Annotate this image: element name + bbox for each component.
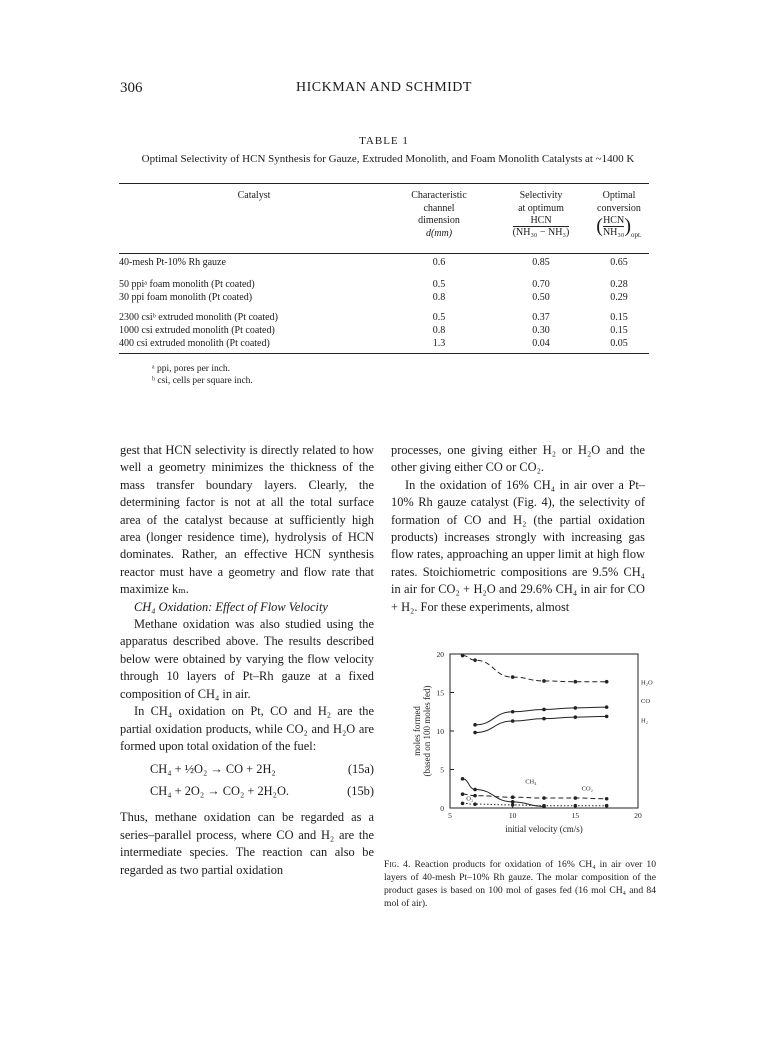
table-cell-conversion: 0.28 [610,279,628,290]
table-cell-dimension: 0.6 [432,257,446,268]
series-line [475,707,607,725]
y-tick-label: 5 [440,765,444,775]
data-point [605,804,609,808]
page-number: 306 [120,80,143,96]
x-tick-label: 5 [448,811,452,820]
series-label: CO₂ [581,785,593,793]
equation-15a-body: CH₄ + ½O₂ → CO + 2H₂ [150,762,276,777]
data-point [542,717,546,721]
table-cell-catalyst: 1000 csi extruded monolith (Pt coated) [119,325,275,336]
data-point [542,708,546,712]
data-point [473,723,477,727]
data-point [574,680,578,684]
x-tick-label: 10 [508,811,517,820]
table-cell-conversion: 0.15 [610,325,628,336]
paragraph: Thus, methane oxidation can be regarded as a series–parallel process, where CO and H₂ are the intermediate species. The reaction can also be regarded as two partial oxidation [120,810,374,877]
paragraph: processes, one giving either H₂ or H₂O and the other giving either CO or CO₂. [391,443,645,475]
equation-15b-body: CH₄ + 2O₂ → CO₂ + 2H₂O. [150,784,289,799]
table-cell-catalyst: 2300 csiᵇ extruded monolith (Pt coated) [119,312,278,323]
x-tick-label: 15 [571,811,580,820]
data-point [511,719,515,723]
conversion-fraction [603,215,624,238]
y-tick-label: 15 [436,688,444,698]
plot-frame [450,654,638,808]
table-cell-dimension: 0.8 [432,325,446,336]
data-point [461,777,465,781]
data-point [461,802,465,806]
data-point [473,788,477,792]
series-label: H₂ [641,717,648,725]
data-point [461,654,465,658]
data-point [574,796,578,800]
table-cell-dimension: 1.3 [432,338,446,349]
x-axis-label: initial velocity (cm/s) [505,824,583,834]
data-point [605,680,609,684]
y-axis-label-line2: (based on 100 moles fed) [422,685,432,777]
header-dimension-line2: channel [423,202,455,214]
table-cell-catalyst: 400 csi extruded monolith (Pt coated) [119,338,270,349]
header-selectivity [491,190,591,238]
series-label: CO [641,698,651,706]
table-header-rule [119,253,649,254]
figure-4 [388,648,658,848]
y-tick-label: 10 [436,727,444,736]
series-label: CH₄ [525,778,537,786]
footnote-a: ᵃ ppi, pores per inch. [152,364,231,374]
conversion-subscript: opt. [631,230,642,239]
table-cell-conversion: 0.05 [610,338,628,349]
table-cell-catalyst: 50 ppiᵃ foam monolith (Pt coated) [119,279,255,290]
paragraph: gest that HCN selectivity is directly related to how well a geometry minimizes the thickness of the mass transfer boundary layers. Clearly, the determining factor is not at all the total surface area of the catalyst because at sufficiently high area (longer residence time), hydrolysis of HCN dominates. Rather, an effective HCN synthesis reactor must have a geometry and flow rate that maximize kₘ. [120,443,374,597]
table-footnotes [152,363,253,387]
header-dimension-line3: dimension [418,215,460,226]
footnote-b: ᵇ csi, cells per square inch. [152,376,253,386]
table-top-rule [119,183,649,184]
data-point [511,795,515,799]
header-dimension-line4: d(mm) [425,227,453,239]
data-point [574,715,578,719]
data-point [473,731,477,735]
selectivity-fraction [513,215,570,238]
data-point [473,658,477,662]
data-point [542,804,546,808]
data-point [511,800,515,804]
figure-caption [384,858,656,910]
header-conversion-line2: conversion [597,202,641,214]
header-dimension [389,190,489,240]
series-label: O₂ [466,795,474,803]
equation-15a [120,761,374,783]
figure-caption-text: Reaction products for oxidation of 16% CH₄ in air over 10 layers of 40-mesh Pt–10% Rh gauze. The molar composition of the product gases is based on 100 mol of gases fed (16 mol CH₄ and 84 mol of air). [384,859,656,909]
figure-caption-label: Fig. 4. [384,859,411,870]
table-caption: Optimal Selectivity of HCN Synthesis for Gauze, Extruded Monolith, and Foam Monolith Catalysts at ~1400 K [141,153,635,165]
equation-15b-number: (15b) [347,784,374,799]
equation-15a-number: (15a) [347,762,374,777]
table-cell-catalyst: 40-mesh Pt-10% Rh gauze [119,257,226,268]
running-head [120,80,648,100]
table-cell-conversion: 0.29 [610,292,628,303]
table-cell-dimension: 0.5 [432,279,446,290]
right-column [391,442,645,616]
conversion-denominator: NH₃₀ [602,227,625,238]
table-bottom-rule [119,353,649,354]
header-conversion-line1: Optimal [602,190,636,201]
table-cell-dimension: 0.5 [432,312,446,323]
y-tick-label: 20 [436,650,444,659]
data-point [542,679,546,683]
table-cell-selectivity: 0.85 [532,257,550,268]
data-point [511,710,515,714]
series-label: H₂O [641,679,653,687]
data-point [511,675,515,679]
table-cell-selectivity: 0.37 [532,312,550,323]
data-point [605,797,609,801]
data-point [542,796,546,800]
header-dimension-line1: Characteristic [411,190,467,201]
data-point [461,792,465,796]
table-cell-selectivity: 0.50 [532,292,550,303]
data-point [511,803,515,807]
series-line [463,656,607,682]
data-point [605,705,609,709]
table-cell-catalyst: 30 ppi foam monolith (Pt coated) [119,292,253,303]
journal-running-title: HICKMAN AND SCHMIDT [296,80,472,95]
table-cell-selectivity: 0.04 [532,338,550,349]
data-point [473,794,477,798]
table-cell-dimension: 0.8 [432,292,446,303]
table-cell-selectivity: 0.70 [532,279,550,290]
header-catalyst: Catalyst [237,190,271,201]
selectivity-numerator: HCN [530,215,552,226]
y-axis-label: moles formed [412,706,422,756]
x-tick-label: 20 [634,811,642,820]
table-label: TABLE 1 [359,135,409,147]
series-line [475,716,607,732]
table-cell-conversion: 0.65 [610,257,628,268]
left-column [120,442,374,879]
header-selectivity-line2: at optimum [518,202,564,214]
table-cell-conversion: 0.15 [610,312,628,323]
paragraph: In CH₄ oxidation on Pt, CO and H₂ are the partial oxidation products, while CO₂ and H₂O are formed upon total oxidation of the fuel: [120,704,374,753]
data-point [605,715,609,719]
header-selectivity-line1: Selectivity [519,190,563,201]
series-line [463,794,607,799]
y-tick-label: 0 [440,804,444,813]
conversion-numerator: HCN [603,215,625,226]
equation-15b [120,783,374,805]
header-conversion: Optimal conversion ( $\frac{\text{HCN}}{\text{NH₃₀}}$ )$_{opt.}$ [579,190,659,241]
section-heading: CH₄ Oxidation: Effect of Flow Velocity [134,599,328,614]
data-point [473,802,477,806]
figure-4-chart [388,648,658,848]
paragraph: In the oxidation of 16% CH₄ in air over a Pt–10% Rh gauze catalyst (Fig. 4), the selectivity of formation of CO and H₂ (the partial oxidation products) increases strongly with increasing gas flow rates, approaching an upper limit at high flow rates. Stoichiometric compositions are 9.5% CH₄ in air for CO₂ + H₂O and 29.6% CH₄ in air for CO + H₂. For these experiments, almost [391,477,645,614]
paragraph: Methane oxidation was also studied using the apparatus described above. The results described below were obtained by varying the flow velocity through 10 layers of Pt–Rh gauze at a fixed composition of CH₄ in air. [120,617,374,701]
selectivity-denominator: (NH₃₀ − NH₃) [512,227,570,238]
table-cell-selectivity: 0.30 [532,325,550,336]
data-point [574,706,578,710]
data-point [574,804,578,808]
